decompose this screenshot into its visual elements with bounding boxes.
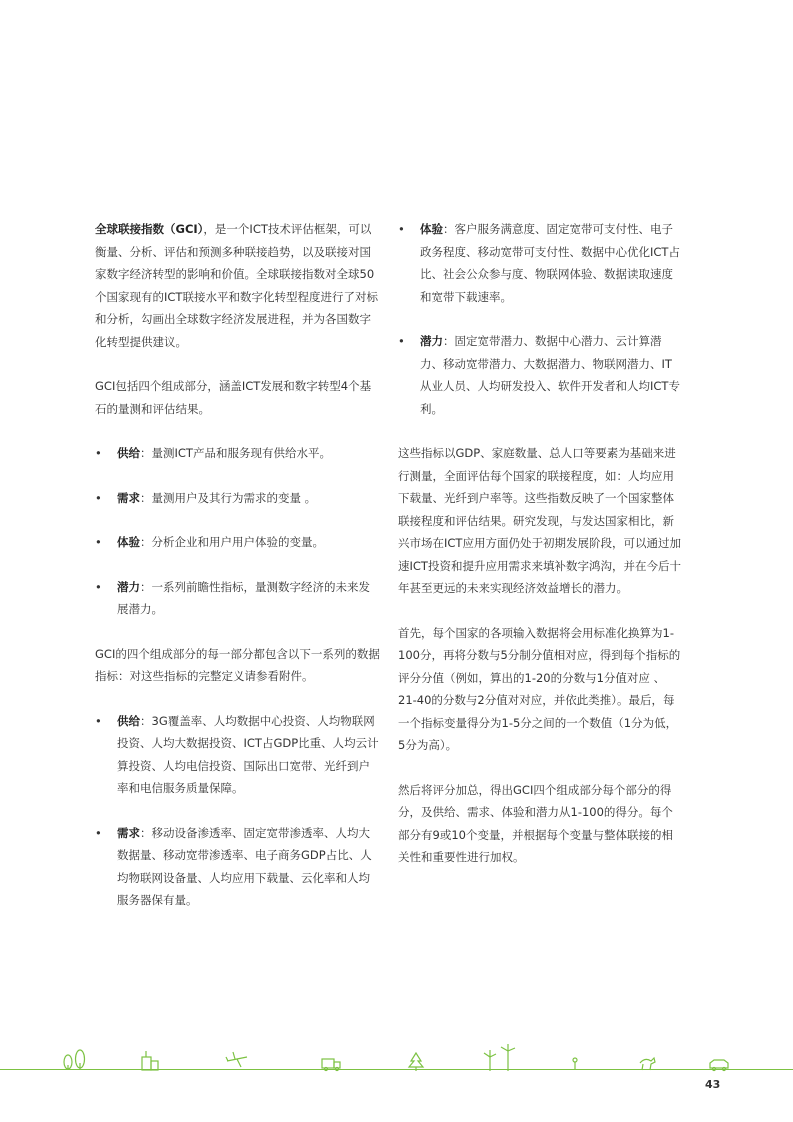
- bullet-dot: •: [95, 490, 102, 505]
- indicator-text: 固定宽带潜力、数据中心潜力、云计算潜力、移动宽带潜力、大数据潜力、物联网潜力、IT从业人员、人均研发投入、软件开发者和人均ICT专利。: [420, 334, 680, 416]
- bullet-dot: •: [95, 579, 102, 594]
- bullet-dot: •: [95, 825, 102, 840]
- page-number: 43: [705, 1078, 721, 1091]
- intro-text: ，是一个ICT技术评估框架，可以衡量、分析、评估和预测多种联接趋势，以及联接对国家数字经济转型的影响和价值。全球联接指数对全球50个国家现有的ICT联接水平和数字化转型程度进行了对标和分析，勾画出全球数字经济发展进程，并为各国数字化转型提供建议。: [95, 222, 378, 349]
- pillar-term: 供给: [117, 446, 140, 460]
- person-icon: [573, 1058, 577, 1070]
- indicator-term: 潜力: [420, 334, 443, 348]
- animal-icon: [640, 1058, 655, 1070]
- indicator-experience: [398, 218, 683, 308]
- pillar-supply: [95, 442, 380, 465]
- pillar-text: 量测ICT产品和服务现有供给水平。: [151, 446, 331, 460]
- pillar-text: 分析企业和用户用户体验的变量。: [151, 535, 324, 549]
- indicator-term: 体验: [420, 222, 443, 236]
- intro-paragraph: [95, 218, 380, 353]
- car-icon: [710, 1060, 728, 1071]
- pillar-term: 需求: [117, 490, 140, 505]
- separator: ：: [140, 825, 152, 840]
- bullet-dot: •: [95, 446, 102, 460]
- bullet-dot: •: [95, 535, 102, 549]
- indicator-text: 移动设备渗透率、固定宽带渗透率、人均大数据量、移动宽带渗透率、电子商务GDP占比、人均物联网设备量、人均应用下载量、云化率和人均服务器保有量。: [117, 825, 372, 907]
- pillar-potential: [95, 576, 380, 621]
- separator: ：: [443, 334, 455, 348]
- indicator-text: 客户服务满意度、固定宽带可支付性、电子政务程度、移动宽带可支付性、数据中心优化ICT占比、社会公众参与度、物联网体验、数据读取速度和宽带下载速率。: [420, 222, 680, 304]
- separator: ：: [140, 713, 152, 728]
- bullet-dot: •: [95, 713, 102, 728]
- pillar-demand: [95, 487, 380, 510]
- wind-turbines-icon: [484, 1044, 515, 1071]
- measurement-paragraph: 这些指标以GDP、家庭数量、总人口等要素为基础来进行测量，全面评估每个国家的联接程度，如：人均应用下载量、光纤到户率等。这些指数反映了一个国家整体联接程度和评估结果。研究发现，与发达国家相比，新兴市场在ICT应用方面仍处于初期发展阶段，可以通过加速ICT投资和提升应用需求来填补数字鸿沟，并在今后十年甚至更远的未来实现经济效益增长的潜力。: [398, 446, 681, 595]
- left-column: [95, 218, 380, 934]
- footer-illustration: [0, 1043, 793, 1073]
- pillar-text: 量测用户及其行为需求的变量 。: [151, 490, 317, 505]
- indicator-term: 需求: [117, 825, 140, 840]
- intro-bold: 全球联接指数（GCI）: [95, 222, 204, 236]
- pillar-experience: [95, 531, 380, 554]
- bullet-dot: •: [398, 222, 405, 236]
- pillar-text: 一系列前瞻性指标，量测数字经济的未来发展潜力。: [117, 579, 370, 616]
- indicator-term: 供给: [117, 713, 140, 728]
- indicator-potential: [398, 330, 683, 420]
- separator: ：: [140, 579, 152, 594]
- separator: ：: [140, 490, 152, 505]
- weighting-paragraph: 然后将评分加总，得出GCI四个组成部分每个部分的得分，及供给、需求、体验和潜力从1-100的得分。每个部分有9或10个变量，并根据每个变量与整体联接的相关性和重要性进行加权。: [398, 782, 673, 864]
- components-paragraph: GCI包括四个组成部分，涵盖ICT发展和数字转型4个基石的量测和评估结果。: [95, 379, 372, 416]
- airplane-icon: [226, 1052, 247, 1067]
- scoring-paragraph: 首先，每个国家的各项输入数据将会用标准化换算为1-100分，再将分数与5分制分值相对应，得到每个指标的评分分值（例如，算出的1-20的分数与1分值对应 、21-40的分数与2分值对对应，并依此类推）。最后，每一个指标变量得分为1-5分之间的一个数值（1分为低，5分为高）。: [398, 625, 681, 752]
- separator: ：: [443, 222, 455, 236]
- building-icon: [142, 1051, 158, 1070]
- truck-icon: [322, 1059, 340, 1071]
- pillar-term: 体验: [117, 535, 140, 549]
- separator: ：: [140, 446, 152, 460]
- indicator-supply: [95, 710, 380, 800]
- trees-icon: [64, 1050, 85, 1070]
- bullet-dot: •: [398, 334, 405, 348]
- indicator-demand: [95, 822, 380, 912]
- indicators-paragraph: GCI的四个组成部分的每一部分都包含以下一系列的数据指标：对这些指标的完整定义请参看附件。: [95, 646, 380, 683]
- indicator-text: 3G覆盖率、人均数据中心投资、人均物联网投资、人均大数据投资、ICT占GDP比重、人均云计算投资、人均电信投资、国际出口宽带、光纤到户率和电信服务质量保障。: [117, 713, 379, 795]
- pillar-term: 潜力: [117, 579, 140, 594]
- right-column: [398, 218, 683, 891]
- separator: ：: [140, 535, 152, 549]
- tree-icon: [409, 1053, 423, 1071]
